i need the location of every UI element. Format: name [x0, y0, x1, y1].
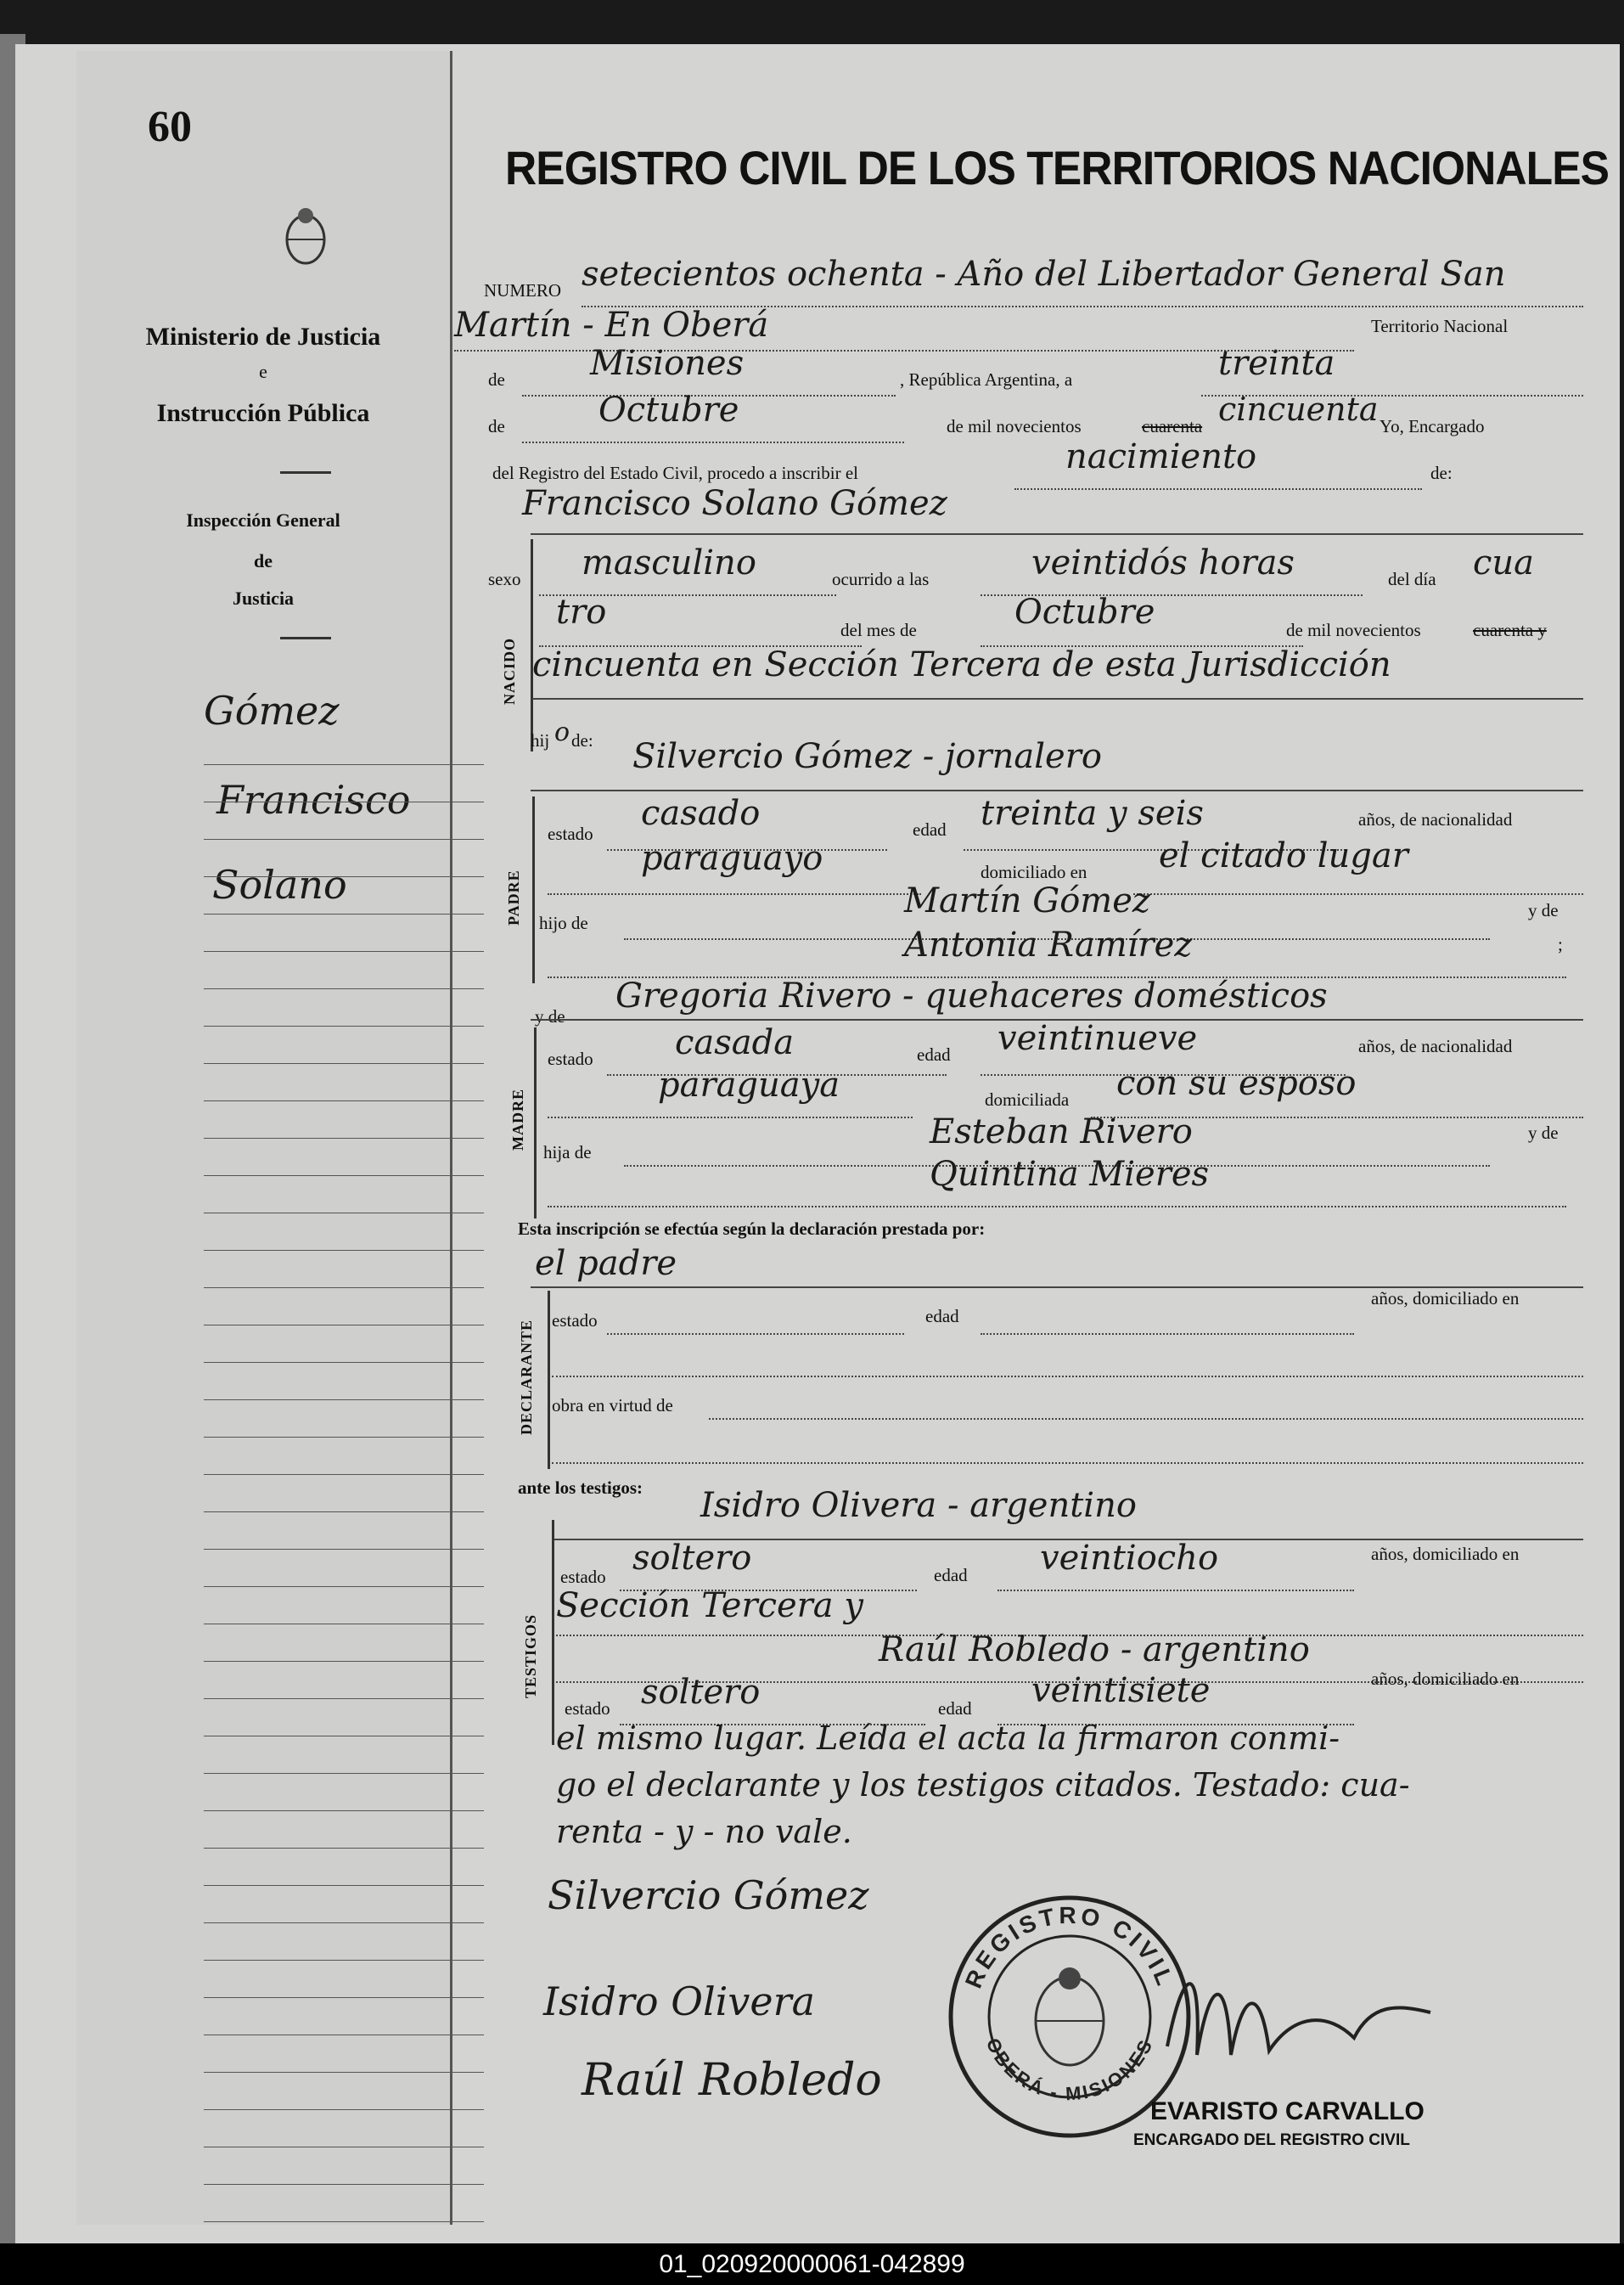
inspection-line-2: de — [254, 550, 273, 571]
section-label-declarante: DECLARANTE — [518, 1319, 535, 1435]
label-registro: del Registro del Estado Civil, procedo a inscribir el — [492, 463, 858, 483]
stamp-top-text: REGISTRO CIVIL — [959, 1901, 1180, 1992]
label-domiciliada: domiciliada — [985, 1089, 1070, 1110]
field-testigo-1-domicilio: Sección Tercera y — [556, 1586, 863, 1625]
semicolon: ; — [1558, 934, 1563, 954]
index-line — [204, 1661, 484, 1662]
label-numero: NUMERO — [484, 280, 562, 301]
index-line — [204, 1026, 484, 1027]
index-line — [204, 1960, 484, 1961]
index-line — [204, 2072, 484, 2073]
index-line — [204, 1175, 484, 1176]
coat-of-arms-icon — [280, 204, 331, 272]
label-del-dia: del día — [1388, 569, 1436, 589]
index-line — [204, 764, 484, 765]
field-padre-edad: treinta y seis — [981, 794, 1204, 833]
label-hijo-de-padre: hijo de — [539, 913, 588, 933]
label-estado-madre: estado — [548, 1049, 593, 1069]
field-madre-nacionalidad: paraguaya — [658, 1066, 840, 1105]
index-line — [204, 1773, 484, 1774]
index-line — [204, 1287, 484, 1288]
index-line — [204, 1885, 484, 1886]
birth-record-form — [454, 51, 1610, 2225]
index-line — [204, 1511, 484, 1512]
field-testigo-2-edad: veintisiete — [1031, 1671, 1211, 1710]
index-line — [204, 1063, 484, 1064]
field-padre-nacionalidad: paraguayo — [641, 839, 823, 878]
field-padre-domicilio: el citado lugar — [1159, 836, 1408, 875]
field-testigo-2-estado: soltero — [641, 1673, 761, 1712]
index-line — [204, 1586, 484, 1587]
index-line — [204, 1922, 484, 1923]
label-estado-declarante: estado — [552, 1310, 598, 1331]
field-padre-padre: Martín Gómez — [904, 881, 1150, 920]
label-territorio: Territorio Nacional — [1371, 316, 1509, 336]
label-anos-nacionalidad: años, de nacionalidad — [1358, 809, 1513, 830]
section-label-madre: MADRE — [509, 1089, 526, 1151]
label-del-mes: del mes de — [840, 620, 917, 640]
closing-text-2: go el declarante y los testigos citados. Testado: cua- — [556, 1766, 1410, 1804]
field-padre-estado: casado — [641, 794, 761, 833]
index-line — [204, 1698, 484, 1699]
index-line — [204, 1138, 484, 1139]
inspection-line-1: Inspección General — [186, 509, 340, 531]
struck-cuarenta: cuarenta — [1142, 416, 1203, 436]
index-line — [204, 988, 484, 989]
index-given-name-2: Solano — [212, 862, 347, 908]
ministry-line-3: Instrucción Pública — [156, 399, 370, 427]
field-madre-estado: casada — [675, 1023, 795, 1062]
label-de-colon: de: — [1430, 463, 1453, 483]
label-y-de-madre: y de — [535, 1006, 565, 1027]
left-margin-column — [76, 51, 452, 2225]
ministry-line-2: e — [259, 361, 267, 382]
field-sexo: masculino — [582, 543, 756, 583]
label-mil-novecientos: de mil novecientos — [947, 416, 1082, 436]
field-madre-edad: veintinueve — [997, 1019, 1198, 1058]
field-dia: treinta — [1218, 344, 1335, 383]
index-line — [204, 2184, 484, 2185]
label-edad-testigo-1: edad — [934, 1565, 968, 1585]
section-label-padre: PADRE — [505, 870, 522, 926]
field-dia-cua: cua — [1473, 543, 1535, 583]
label-anos-domiciliado-testigo-2: años, domiciliado en — [1371, 1669, 1520, 1689]
field-acto: nacimiento — [1065, 437, 1257, 476]
label-ocurrido: ocurrido a las — [832, 569, 930, 589]
index-line — [204, 1250, 484, 1251]
section-label-testigos: TESTIGOS — [522, 1613, 539, 1698]
divider — [280, 637, 331, 639]
index-line — [204, 1997, 484, 1998]
field-territorio: Misiones — [590, 344, 745, 383]
label-hijo-de: de: — [571, 730, 593, 751]
official-title: ENCARGADO DEL REGISTRO CIVIL — [1133, 2131, 1410, 2149]
field-mes-nacimiento: Octubre — [1014, 593, 1155, 632]
field-anio: cincuenta — [1218, 391, 1379, 428]
label-estado-testigo-1: estado — [560, 1567, 606, 1587]
field-madre-nombre: Gregoria Rivero - quehaceres domésticos — [615, 976, 1328, 1016]
svg-text:OBERÁ - MISIONES — [982, 2035, 1158, 2104]
label-edad: edad — [913, 819, 947, 840]
index-line — [204, 951, 484, 952]
field-testigo-2: Raúl Robledo - argentino — [879, 1630, 1310, 1669]
label-ante-testigos: ante los testigos: — [518, 1477, 643, 1498]
index-line — [204, 839, 484, 840]
declaration-text: Esta inscripción se efectúa según la declaración prestada por: — [518, 1218, 986, 1239]
label-edad-madre: edad — [917, 1044, 951, 1065]
index-line — [204, 876, 484, 877]
field-nombre-nacido: Francisco Solano Gómez — [522, 484, 947, 523]
field-madre-domicilio: con su esposo — [1116, 1064, 1357, 1103]
field-horas: veintidós horas — [1031, 543, 1295, 583]
divider — [280, 471, 331, 474]
signature-declarante: Silvercio Gómez — [548, 1872, 869, 1918]
label-mil-novecientos-2: de mil novecientos — [1286, 620, 1421, 640]
index-line — [204, 1549, 484, 1550]
index-line — [204, 1399, 484, 1400]
label-edad-declarante: edad — [925, 1306, 959, 1326]
field-dia-tro: tro — [556, 593, 607, 632]
label-yo-encargado: Yo, Encargado — [1380, 416, 1485, 436]
label-edad-testigo-2: edad — [938, 1698, 972, 1719]
label-estado-testigo-2: estado — [565, 1698, 610, 1719]
label-hija-de: hija de — [543, 1142, 592, 1162]
index-line — [204, 914, 484, 915]
page-title: REGISTRO CIVIL DE LOS TERRITORIOS NACIONALES — [505, 141, 1610, 194]
field-testigo-1-estado: soltero — [632, 1539, 752, 1578]
field-lugar: cincuenta en Sección Tercera de esta Jurisdicción — [532, 645, 1391, 684]
label-estado: estado — [548, 824, 593, 844]
closing-text-1: el mismo lugar. Leída el acta la firmaron conmi- — [556, 1719, 1340, 1757]
field-numero: setecientos ochenta - Año del Libertador General San — [582, 255, 1506, 294]
field-testigo-1-edad: veintiocho — [1040, 1539, 1219, 1578]
index-line — [204, 2221, 484, 2222]
signature-testigo-2: Raúl Robledo — [582, 2055, 882, 2106]
label-anos-domiciliado: años, domiciliado en — [1371, 1288, 1520, 1309]
label-sexo: sexo — [488, 569, 521, 589]
label-anos-nacionalidad-madre: años, de nacionalidad — [1358, 1036, 1513, 1056]
official-name: EVARISTO CARVALLO — [1150, 2097, 1425, 2125]
index-given-name-1: Francisco — [216, 777, 411, 823]
field-padre-madre: Antonia Ramírez — [904, 926, 1193, 965]
struck-cuarenta-y: cuarenta y — [1473, 620, 1547, 640]
label-y-de-2: y de — [1528, 1123, 1559, 1143]
field-madre-madre: Quintina Mieres — [930, 1155, 1210, 1194]
label-republica: , República Argentina, a — [900, 369, 1073, 390]
index-line — [204, 1100, 484, 1101]
label-de-2: de — [488, 416, 505, 436]
signature-testigo-1: Isidro Olivera — [543, 1978, 816, 2024]
label-domiciliado-en: domiciliado en — [981, 862, 1087, 882]
index-surname: Gómez — [204, 688, 340, 734]
field-madre-padre: Esteban Rivero — [930, 1112, 1193, 1151]
label-de: de — [488, 369, 505, 390]
ministry-line-1: Ministerio de Justicia — [145, 323, 381, 351]
field-numero-cont: Martín - En Oberá — [454, 306, 769, 345]
index-line — [204, 1474, 484, 1475]
field-declarante: el padre — [535, 1244, 677, 1283]
label-anos-domiciliado-testigo-1: años, domiciliado en — [1371, 1544, 1520, 1564]
index-line — [204, 1848, 484, 1849]
index-line — [204, 1362, 484, 1363]
label-y-de: y de — [1528, 900, 1559, 920]
field-testigo-1: Isidro Olivera - argentino — [700, 1486, 1137, 1525]
image-id-footer: 01_020920000061-042899 — [0, 2243, 1624, 2285]
closing-text-3: renta - y - no vale. — [556, 1813, 852, 1850]
stamp-bottom-text: OBERÁ - MISIONES — [981, 2035, 1158, 2105]
section-label-nacido: NACIDO — [501, 637, 518, 705]
page-number: 60 — [148, 103, 192, 151]
label-hijo: hij — [531, 730, 550, 751]
field-mes: Octubre — [598, 391, 739, 430]
index-line — [204, 1437, 484, 1438]
index-line — [204, 2109, 484, 2110]
field-padre-nombre: Silvercio Gómez - jornalero — [632, 737, 1102, 776]
inspection-line-3: Justicia — [232, 588, 295, 609]
index-line — [204, 1810, 484, 1811]
field-hijo-letter: o — [554, 718, 570, 747]
official-signature — [1159, 1953, 1439, 2080]
label-obra: obra en virtud de — [552, 1395, 673, 1415]
